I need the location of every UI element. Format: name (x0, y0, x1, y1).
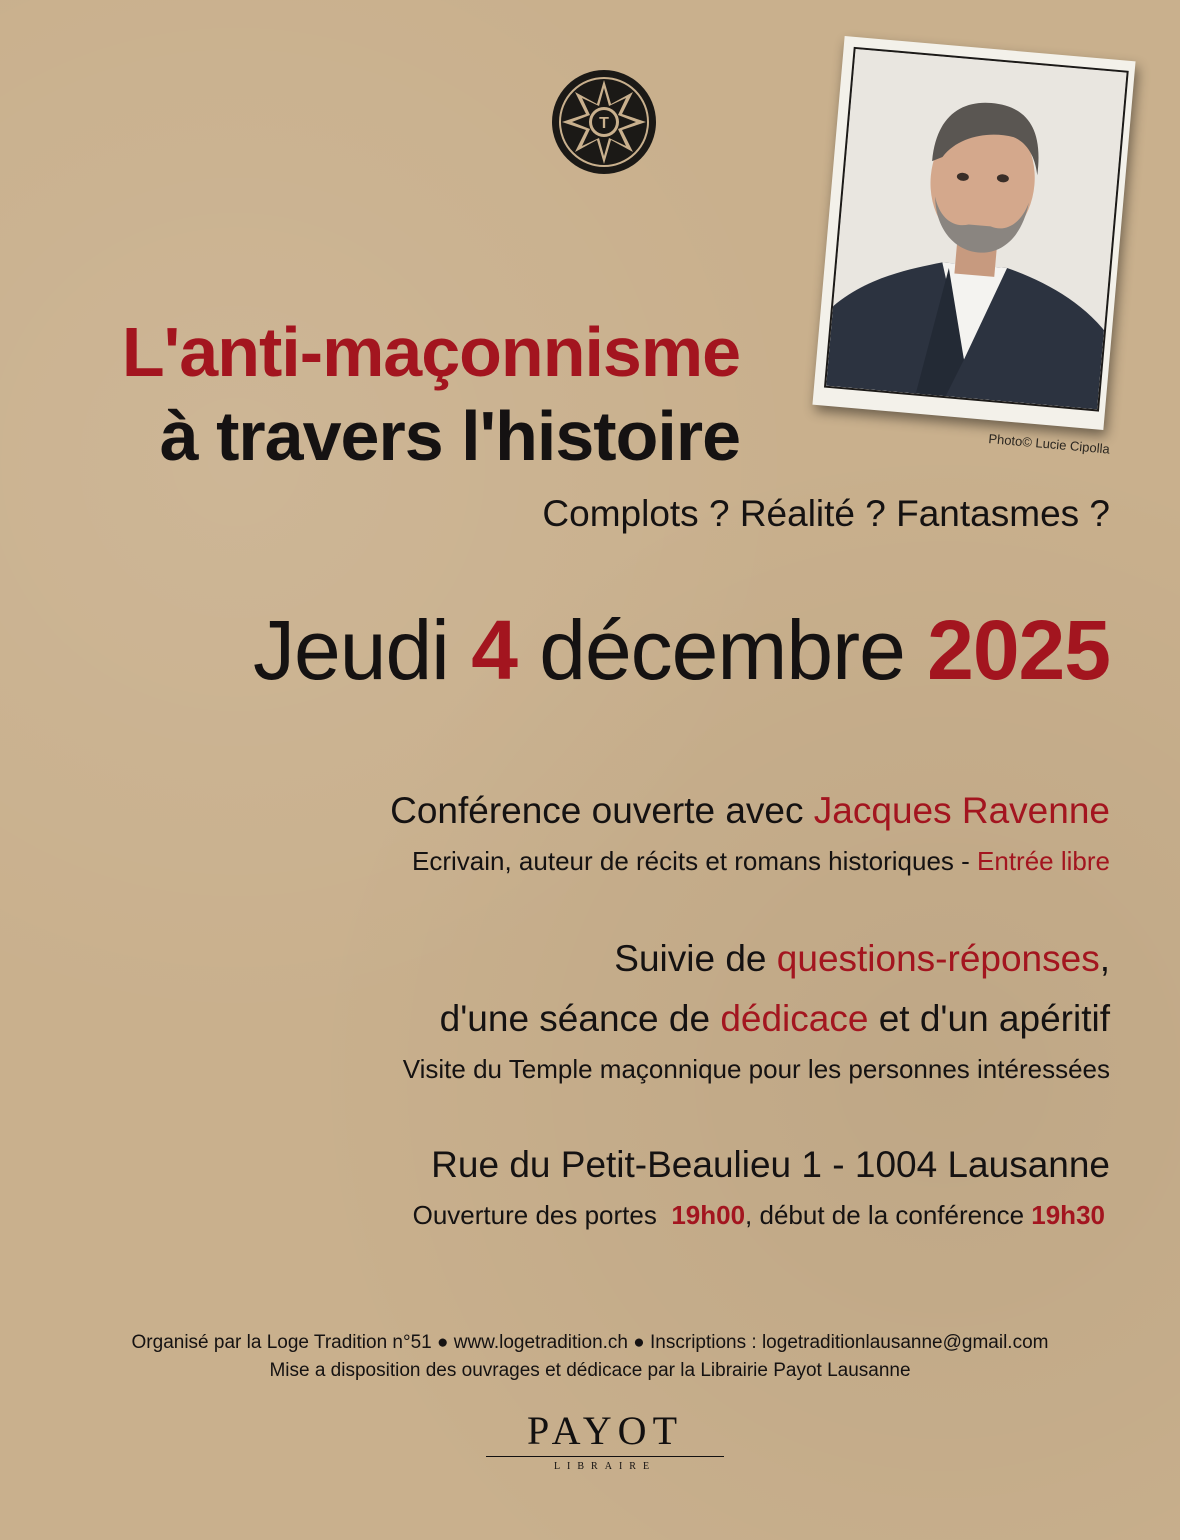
doors-label: Ouverture des portes (412, 1200, 657, 1230)
program-line1-highlight: questions-réponses (776, 938, 1100, 979)
subtitle: Complots ? Réalité ? Fantasmes ? (542, 493, 1110, 534)
conference-line (100, 788, 1110, 834)
doors-time: 19h00 (671, 1200, 746, 1230)
photo-credit: Photo© Lucie Cipolla (987, 431, 1111, 457)
visit-info: Visite du Temple maçonnique pour les personnes intéressées (402, 1054, 1110, 1084)
start-time: 19h30 (1031, 1200, 1105, 1230)
start-label: , début de la conférence (745, 1200, 1025, 1230)
star-seal-icon (548, 66, 660, 178)
payot-divider (486, 1456, 724, 1457)
footer-sponsor: Mise a disposition des ouvrages et dédicace par la Librairie Payot Lausanne (269, 1360, 911, 1381)
payot-name: PAYOT (527, 1408, 683, 1453)
program-line-2 (100, 996, 1110, 1042)
title-line-1: L'anti-maçonnisme (121, 313, 740, 391)
program-line2-highlight: dédicace (720, 998, 869, 1039)
program-line2-prefix: d'une séance de (439, 998, 711, 1039)
event-address: Rue du Petit-Beaulieu 1 - 1004 Lausanne (431, 1144, 1110, 1185)
entry-info: Entrée libre (977, 846, 1110, 876)
footer-organizer: Organisé par la Loge Tradition n°51 ● www.logetradition.ch ● Inscriptions : logetraditionlausanne@gmail.com (131, 1332, 1049, 1353)
date-month: décembre (539, 603, 905, 697)
program-line2-suffix: et d'un apéritif (878, 998, 1110, 1039)
title-line-2: à travers l'histoire (159, 397, 740, 475)
payot-logo (480, 1408, 730, 1478)
event-date (40, 600, 1110, 700)
program-line-1 (100, 936, 1110, 982)
conference-prefix: Conférence ouverte avec (390, 790, 804, 831)
date-day: 4 (471, 603, 517, 697)
logo-letter: T (599, 115, 609, 132)
event-times (100, 1198, 1105, 1232)
conference-description (100, 844, 1110, 878)
payot-subtitle: LIBRAIRE (553, 1461, 657, 1472)
date-year: 2025 (927, 603, 1110, 697)
program-line1-suffix: , (1099, 938, 1110, 979)
speaker-photo (812, 36, 1135, 457)
program-line1-prefix: Suivie de (614, 938, 767, 979)
portrait-image (826, 49, 1126, 409)
speaker-description: Ecrivain, auteur de récits et romans historiques - (412, 846, 970, 876)
date-weekday: Jeudi (253, 603, 449, 697)
speaker-name: Jacques Ravenne (813, 790, 1110, 831)
